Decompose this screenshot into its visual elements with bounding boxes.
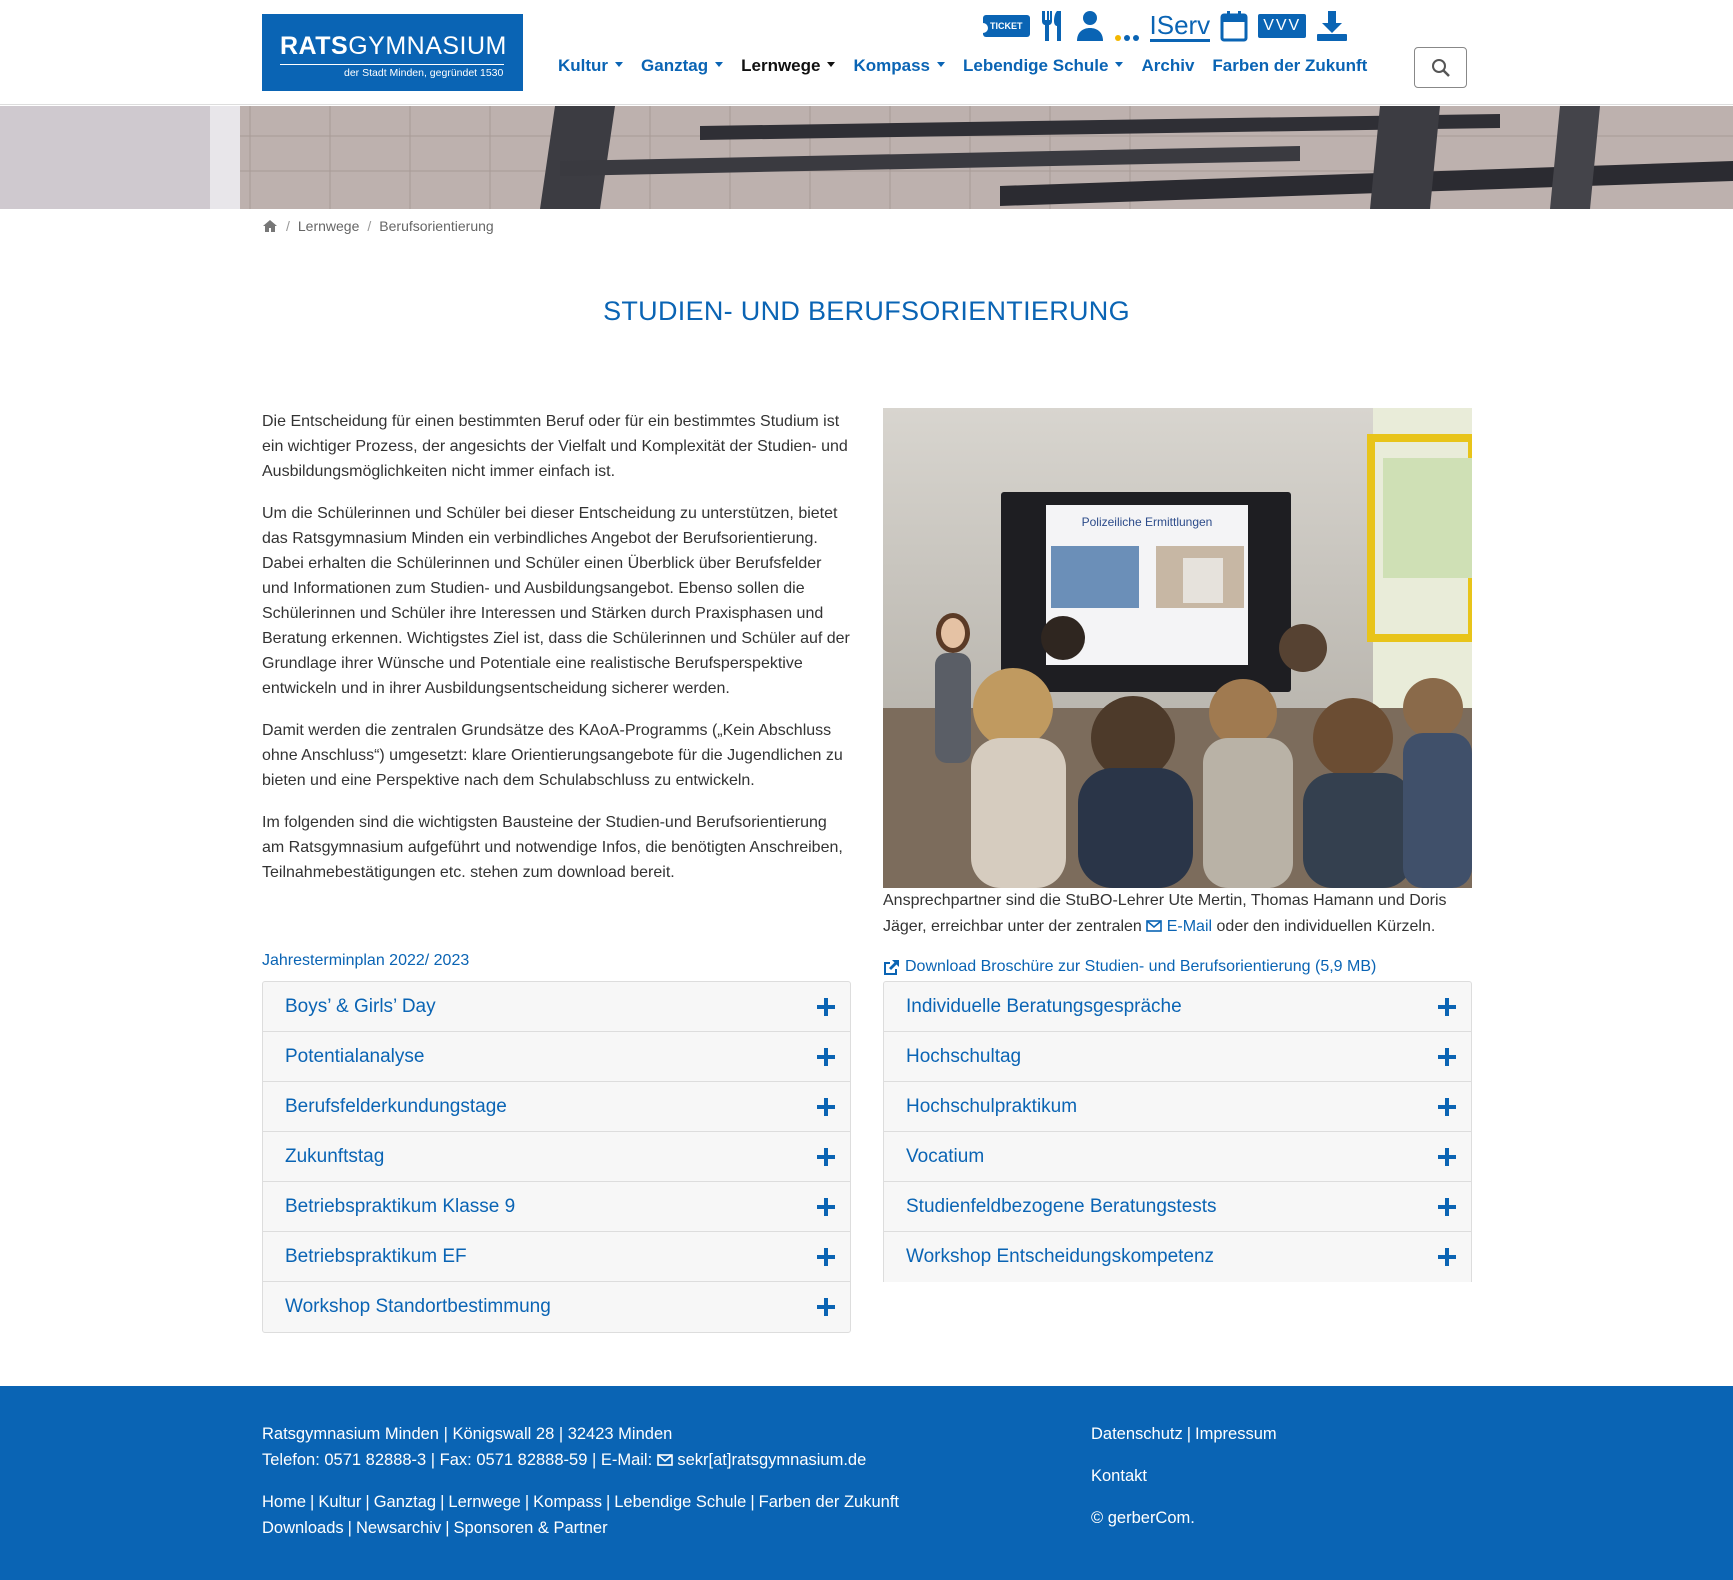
contact-caption: Ansprechpartner sind die StuBO-Lehrer Ute Mertin, Thomas Hamann und Doris Jäger, erreichbar unter der zentralen E-Mail oder den individuellen Kürzeln. (883, 892, 1447, 935)
footer-link-home[interactable]: Home (262, 1493, 307, 1511)
brochure-download-link[interactable]: Download Broschüre zur Studien- und Berufsorientierung (5,9 MB) (883, 958, 1376, 976)
accordion-item-vocatium[interactable]: Vocatium (884, 1132, 1471, 1182)
envelope-icon (1146, 920, 1162, 932)
intro-paragraph: Um die Schülerinnen und Schüler bei dieser Entscheidung zu unterstützen, bietet das Ratsgymnasium Minden ein verbindliches Angebot der Berufsorientierung. Dabei erhalten die Schülerinnen und Schüler einen Überblick über Berufsfelder und Informationen zum Studien- und Ausbildungsangebot. Ebenso sollen die Schülerinnen und Schüler ihre Interessen und Stärken durch Praxisphasen und Beratung erkennen. Wichtigstes Ziel ist, dass die Schülerinnen und Schüler auf der Grundlage ihrer Wünsche und Potentiale eine realistische Berufsperspektive entwickeln und in ihrer Ausbildungsentscheidung sicherer werden. (262, 505, 850, 697)
central-email-link[interactable]: E-Mail (1146, 918, 1212, 935)
footer-link-farben-der-zukunft[interactable]: Farben der Zukunft (758, 1493, 899, 1511)
plus-icon (1438, 1248, 1456, 1266)
footer-legal-links: Datenschutz | Impressum (1091, 1425, 1277, 1443)
plus-icon (817, 998, 835, 1016)
dots-icon[interactable] (1114, 8, 1140, 44)
chevron-down-icon (827, 62, 835, 67)
accordion-item-hochschulpraktikum[interactable]: Hochschulpraktikum (884, 1082, 1471, 1132)
intro-paragraph: Damit werden die zentralen Grundsätze des KAoA-Programms („Kein Abschluss ohne Anschluss“) umgesetzt: klare Orientierungsangebote für die Jugendlichen zu bieten und eine Perspektive nach dem Schulabschluss zu entwickeln. (262, 722, 843, 789)
vvv-icon[interactable]: VVV (1258, 8, 1306, 44)
envelope-icon (657, 1454, 673, 1466)
user-icon[interactable] (1076, 8, 1104, 44)
breadcrumb-current: Berufsorientierung (379, 218, 494, 234)
accordion-item-workshop-entscheidungskompetenz[interactable]: Workshop Entscheidungskompetenz (884, 1232, 1471, 1282)
plus-icon (1438, 1098, 1456, 1116)
footer-copyright: © gerberCom. (1091, 1509, 1195, 1527)
main-nav (558, 56, 1367, 76)
plus-icon (1438, 1148, 1456, 1166)
breadcrumb-lernwege[interactable]: Lernwege (297, 218, 360, 234)
chevron-down-icon (615, 62, 623, 67)
accordion-item-workshop-standortbestimmung[interactable]: Workshop Standortbestimmung (263, 1282, 850, 1332)
iserv-icon[interactable]: IServ (1149, 9, 1211, 40)
accordion-item-betriebspraktikum-9[interactable]: Betriebspraktikum Klasse 9 (263, 1182, 850, 1232)
accordion-item-hochschultag[interactable]: Hochschultag (884, 1032, 1471, 1082)
home-icon[interactable] (262, 219, 278, 233)
footer-link-sponsoren[interactable]: Sponsoren & Partner (453, 1519, 608, 1537)
chevron-down-icon (937, 62, 945, 67)
accordion-item-potentialanalyse[interactable]: Potentialanalyse (263, 1032, 850, 1082)
chevron-down-icon (715, 62, 723, 67)
breadcrumb-separator: / (286, 218, 290, 234)
footer-link-kultur[interactable]: Kultur (318, 1493, 362, 1511)
footer-link-ganztag[interactable]: Ganztag (373, 1493, 437, 1511)
nav-farben-der-zukunft[interactable]: Farben der Zukunft (1212, 56, 1368, 75)
plus-icon (817, 1298, 835, 1316)
quick-links (983, 8, 1348, 44)
plus-icon (817, 1098, 835, 1116)
logo-title: RATSGYMNASIUM (280, 32, 507, 60)
footer-email-link[interactable]: sekr[at]ratsgymnasium.de (677, 1451, 867, 1469)
ticket-icon[interactable]: TICKET (983, 8, 1030, 44)
plus-icon (817, 1048, 835, 1066)
nav-lebendige-schule[interactable]: Lebendige Schule (963, 56, 1123, 76)
nav-lernwege[interactable]: Lernwege (741, 56, 835, 76)
footer-link-kompass[interactable]: Kompass (533, 1493, 602, 1511)
classroom-photo (883, 408, 1472, 888)
plus-icon (1438, 1198, 1456, 1216)
plus-icon (817, 1248, 835, 1266)
accordion-right (883, 981, 1472, 1282)
calendar-icon[interactable] (1220, 8, 1248, 44)
footer-link-lernwege[interactable]: Lernwege (448, 1493, 521, 1511)
cutlery-icon[interactable] (1040, 8, 1066, 44)
nav-ganztag[interactable]: Ganztag (641, 56, 723, 76)
breadcrumb-separator: / (367, 218, 372, 234)
footer-links-row-2: Downloads | Newsarchiv | Sponsoren & Partner (262, 1519, 608, 1537)
page-title: STUDIEN- UND BERUFSORIENTIERUNG (603, 296, 1130, 326)
nav-kompass[interactable]: Kompass (853, 56, 945, 76)
accordion-left (262, 981, 851, 1333)
footer-link-lebendige-schule[interactable]: Lebendige Schule (614, 1493, 747, 1511)
search-icon (1431, 58, 1451, 78)
footer-links-row-1: Home | Kultur | Ganztag | Lernwege | Kompass | Lebendige Schule | Farben der Zukunft (262, 1493, 899, 1511)
footer-link-newsarchiv[interactable]: Newsarchiv (355, 1519, 442, 1537)
footer-contact-line: Telefon: 0571 82888-3 | Fax: 0571 82888-59 | E-Mail: sekr[at]ratsgymnasium.de (262, 1451, 867, 1469)
footer-link-downloads[interactable]: Downloads (262, 1519, 344, 1537)
accordion-item-betriebspraktikum-ef[interactable]: Betriebspraktikum EF (263, 1232, 850, 1282)
plus-icon (1438, 998, 1456, 1016)
school-logo[interactable] (262, 14, 523, 91)
chevron-down-icon (1115, 62, 1123, 67)
site-footer (0, 1386, 1733, 1580)
intro-paragraph: Im folgenden sind die wichtigsten Bausteine der Studien-und Berufsorientierung am Ratsgymnasium aufgeführt und notwendige Infos, die benötigten Anschreiben, Teilnahmebestätigungen etc. stehen zum download bereit. (262, 814, 843, 881)
site-header (0, 0, 1733, 105)
logo-subtitle: der Stadt Minden, gegründet 1530 (280, 64, 504, 79)
nav-archiv[interactable]: Archiv (1141, 56, 1195, 75)
breadcrumb (262, 218, 494, 234)
accordion-item-beratungstests[interactable]: Studienfeldbezogene Beratungstests (884, 1182, 1471, 1232)
footer-address: Ratsgymnasium Minden | Königswall 28 | 32423 Minden (262, 1425, 673, 1443)
footer-link-impressum[interactable]: Impressum (1195, 1425, 1277, 1443)
intro-text (262, 409, 850, 902)
presentation-slide-title: Polizeiliche Ermittlungen (1081, 515, 1213, 529)
nav-kultur[interactable]: Kultur (558, 56, 623, 76)
footer-link-datenschutz[interactable]: Datenschutz (1091, 1425, 1183, 1443)
plus-icon (1438, 1048, 1456, 1066)
plus-icon (817, 1148, 835, 1166)
accordion-item-boys-girls-day[interactable]: Boys’ & Girls’ Day (263, 982, 850, 1032)
header-banner-image (0, 106, 1733, 209)
jahresterminplan-link[interactable]: Jahresterminplan 2022/ 2023 (262, 952, 470, 969)
external-link-icon (883, 959, 900, 976)
plus-icon (817, 1198, 835, 1216)
intro-paragraph: Die Entscheidung für einen bestimmten Beruf oder für ein bestimmtes Studium ist ein wichtiger Prozess, der angesichts der Vielfalt und Komplexität der Studien- und Ausbildungsmöglichkeiten nicht immer einfach ist. (262, 413, 848, 480)
download-icon[interactable] (1316, 8, 1348, 44)
search-button[interactable] (1414, 47, 1467, 88)
accordion-item-zukunftstag[interactable]: Zukunftstag (263, 1132, 850, 1182)
footer-link-kontakt[interactable]: Kontakt (1091, 1467, 1147, 1485)
accordion-item-berufsfelderkundungstage[interactable]: Berufsfelderkundungstage (263, 1082, 850, 1132)
accordion-item-beratungsgespraeche[interactable]: Individuelle Beratungsgespräche (884, 982, 1471, 1032)
